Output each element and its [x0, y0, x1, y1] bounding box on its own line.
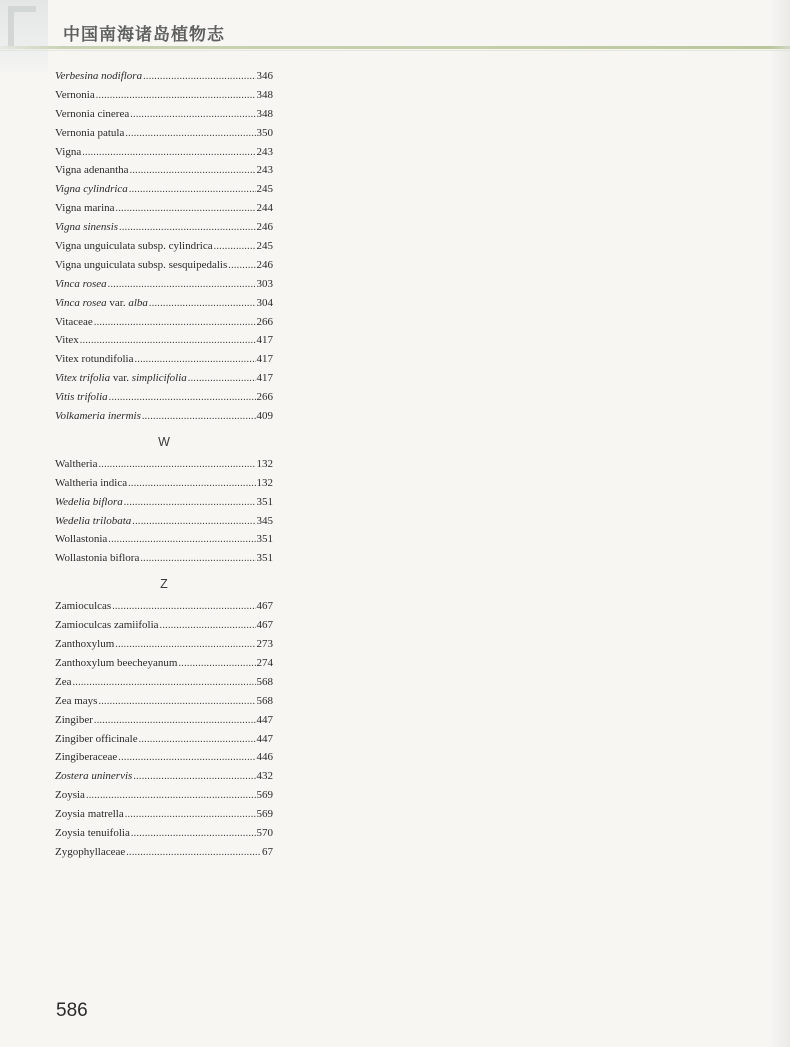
leader-dots: [98, 456, 255, 475]
entry-name-part: Zea mays: [55, 694, 98, 707]
entry-page: 409: [256, 410, 273, 423]
leader-dots: [115, 636, 255, 655]
entry-name: [55, 616, 160, 635]
entry-name: [55, 805, 125, 824]
entry-name-part: Vernonia patula: [55, 126, 125, 139]
entry-page: 245: [256, 240, 273, 253]
index-entry: [55, 616, 273, 635]
entry-name: [55, 86, 96, 105]
index-list: [55, 67, 273, 862]
entry-name-part: var.: [110, 372, 132, 385]
entry-name: [55, 530, 108, 549]
index-entry: [55, 388, 273, 407]
index-entry: [55, 673, 273, 692]
entry-page: 274: [256, 656, 273, 669]
entry-name-part: Vitex trifolia: [55, 372, 111, 385]
leader-dots: [130, 106, 255, 125]
section-letter: Z: [160, 577, 168, 592]
entry-page: 266: [256, 391, 273, 404]
entry-name: [55, 313, 94, 332]
entry-name: [55, 474, 128, 493]
entry-name-part: Vitis trifolia: [55, 391, 108, 404]
entry-page: 568: [256, 675, 273, 688]
index-entry: [55, 275, 273, 294]
index-entry: [55, 493, 273, 512]
entry-name: [55, 711, 94, 730]
leader-dots: [72, 674, 255, 693]
index-entry: [55, 86, 273, 105]
entry-page: 346: [256, 70, 273, 82]
leader-dots: [108, 531, 255, 550]
page-edge-shadow: [770, 0, 790, 1047]
index-entry: [55, 455, 273, 474]
entry-name-part: Wollastonia biflora: [55, 552, 140, 565]
entry-name: [55, 161, 130, 180]
entry-name: [55, 673, 72, 692]
entry-name: [55, 407, 142, 426]
index-entry: [55, 843, 273, 862]
leader-dots: [116, 200, 256, 219]
entry-name-part: Zamioculcas zamiifolia: [55, 619, 159, 632]
entry-page: 244: [256, 202, 273, 215]
index-entry: [55, 597, 273, 616]
entry-page: 303: [256, 277, 273, 290]
index-entry: [55, 199, 273, 218]
entry-page: 246: [256, 258, 273, 271]
entry-name-part: Zingiber: [55, 713, 93, 726]
leader-dots: [129, 181, 256, 200]
entry-name: [55, 256, 228, 275]
index-entry: [55, 767, 273, 786]
entry-page: 67: [262, 845, 273, 858]
entry-name: [55, 748, 118, 767]
index-entry: [55, 105, 273, 124]
leader-dots: [140, 550, 255, 569]
entry-name-part: Wedelia biflora: [55, 495, 123, 508]
index-entry: [55, 692, 273, 711]
header-rule-thin: [0, 50, 790, 51]
entry-name: [55, 843, 126, 862]
index-entry: [55, 711, 273, 730]
entry-name-part: Vigna sinensis: [55, 221, 119, 234]
entry-name-part: Zoysia tenuifolia: [55, 826, 130, 839]
entry-name: [55, 105, 130, 124]
entry-name-part: Zoysia matrella: [55, 808, 124, 821]
entry-page: 304: [256, 296, 273, 309]
leader-dots: [142, 408, 256, 427]
entry-name: [55, 549, 140, 568]
entry-name-part: Vigna: [55, 145, 82, 158]
entry-name-part: Vigna marina: [55, 202, 115, 215]
entry-name-part: Zea: [55, 675, 72, 688]
entry-name-part: Vernonia cinerea: [55, 107, 130, 120]
index-entry: [55, 161, 273, 180]
leader-dots: [160, 617, 256, 636]
leader-dots: [188, 370, 256, 389]
entry-name: [55, 350, 134, 369]
entry-name: [55, 635, 115, 654]
entry-name: [55, 218, 119, 237]
entry-page: 273: [256, 638, 273, 651]
index-entry: [55, 512, 273, 531]
entry-name-part: Waltheria indica: [55, 476, 128, 489]
entry-name-part: Zoysia: [55, 789, 85, 802]
entry-name-part: Vitex rotundifolia: [55, 353, 134, 366]
entry-page: 569: [256, 808, 273, 821]
entry-page: 351: [256, 533, 273, 546]
index-entry: [55, 407, 273, 426]
index-entry: [55, 786, 273, 805]
entry-name: [55, 654, 179, 673]
entry-page: 570: [256, 826, 273, 839]
leader-dots: [98, 693, 255, 712]
index-entry: [55, 369, 273, 388]
leader-dots: [119, 219, 255, 238]
entry-name-part: Zygophyllaceae: [55, 845, 126, 858]
leader-dots: [112, 598, 255, 617]
entry-page: 447: [256, 732, 273, 745]
entry-page: 351: [256, 495, 273, 508]
entry-name-part: var.: [106, 296, 129, 309]
leader-dots: [94, 314, 256, 333]
entry-name-part: Waltheria: [55, 457, 98, 470]
entry-name: [55, 786, 86, 805]
entry-page: 132: [256, 457, 273, 470]
entry-name-part: Vitex: [55, 334, 79, 347]
entry-name: [55, 369, 188, 388]
entry-name-part: simplicifolia: [131, 372, 187, 385]
entry-name: [55, 692, 98, 711]
leader-dots: [82, 144, 255, 163]
entry-page: 266: [256, 315, 273, 328]
leader-dots: [96, 87, 256, 106]
leader-dots: [139, 731, 256, 750]
book-title: 中国南海诸岛植物志: [63, 25, 225, 45]
index-entry: [55, 654, 273, 673]
entry-name: [55, 237, 214, 256]
index-entry: [55, 635, 273, 654]
entry-name: [55, 294, 149, 313]
leader-dots: [214, 238, 256, 257]
leader-dots: [126, 844, 261, 863]
index-entry: [55, 824, 273, 843]
index-entry: [55, 748, 273, 767]
entry-name-part: alba: [128, 296, 148, 309]
index-entry: [55, 805, 273, 824]
leader-dots: [109, 389, 256, 408]
entry-name-part: Vinca rosea: [55, 296, 107, 309]
entry-page: 417: [256, 334, 273, 347]
entry-page: 351: [256, 552, 273, 565]
index-entry: [55, 143, 273, 162]
section-letter: W: [158, 434, 170, 449]
entry-name: [55, 767, 133, 786]
entry-page: 246: [256, 221, 273, 234]
entry-name-part: Zanthoxylum beecheyanum: [55, 656, 178, 669]
entry-page: 568: [256, 694, 273, 707]
entry-page: 446: [256, 751, 273, 764]
entry-name: [55, 67, 143, 86]
entry-name-part: Wedelia trilobata: [55, 514, 132, 527]
index-entry: [55, 256, 273, 275]
entry-name: [55, 124, 125, 143]
index-entry: [55, 474, 273, 493]
entry-name-part: Zostera uninervis: [55, 770, 133, 783]
entry-page: 447: [256, 713, 273, 726]
index-entry: [55, 67, 273, 86]
entry-page: 467: [256, 600, 273, 613]
entry-name-part: Vinca rosea: [55, 277, 107, 290]
index-entry: [55, 530, 273, 549]
entry-page: 350: [256, 126, 273, 139]
index-entry: [55, 124, 273, 143]
entry-page: 243: [256, 145, 273, 158]
index-entry: [55, 331, 273, 350]
leader-dots: [80, 332, 256, 351]
entry-page: 417: [256, 372, 273, 385]
entry-name-part: Vernonia: [55, 88, 95, 101]
entry-name: [55, 199, 116, 218]
entry-page: 569: [256, 789, 273, 802]
index-entry: [55, 180, 273, 199]
leader-dots: [134, 351, 255, 370]
leader-dots: [125, 125, 255, 144]
leader-dots: [118, 749, 255, 768]
leader-dots: [133, 768, 255, 787]
entry-name-part: Vigna unguiculata subsp. sesquipedalis: [55, 258, 228, 271]
entry-page: 467: [256, 619, 273, 632]
page-number: 586: [56, 1000, 88, 1021]
entry-name-part: Verbesina nodiflora: [55, 70, 143, 82]
entry-name-part: Vitaceae: [55, 315, 93, 328]
leader-dots: [94, 712, 256, 731]
corner-decoration: [0, 0, 48, 76]
entry-page: 345: [256, 514, 273, 527]
entry-name: [55, 730, 139, 749]
leader-dots: [149, 295, 256, 314]
entry-name-part: Zingiberaceae: [55, 751, 118, 764]
entry-page: 243: [256, 164, 273, 177]
index-entry: [55, 294, 273, 313]
entry-name-part: Zanthoxylum: [55, 638, 115, 651]
entry-name-part: Zingiber officinale: [55, 732, 138, 745]
leader-dots: [128, 475, 255, 494]
entry-page: 132: [256, 476, 273, 489]
leader-dots: [86, 787, 256, 806]
leader-dots: [125, 806, 256, 825]
entry-page: 245: [256, 183, 273, 196]
index-entry: [55, 350, 273, 369]
entry-name: [55, 180, 129, 199]
leader-dots: [228, 257, 255, 276]
entry-name: [55, 512, 132, 531]
entry-name-part: Vigna unguiculata subsp. cylindrica: [55, 240, 213, 253]
index-entry: [55, 313, 273, 332]
entry-name: [55, 824, 131, 843]
leader-dots: [132, 513, 255, 532]
entry-name-part: Vigna adenantha: [55, 164, 129, 177]
entry-name: [55, 331, 80, 350]
entry-name-part: Wollastonia: [55, 533, 108, 546]
entry-page: 417: [256, 353, 273, 366]
entry-name: [55, 143, 82, 162]
entry-name: [55, 455, 98, 474]
entry-name: [55, 275, 108, 294]
entry-page: 432: [256, 770, 273, 783]
index-entry: [55, 730, 273, 749]
leader-dots: [108, 276, 256, 295]
leader-dots: [130, 162, 256, 181]
entry-page: 348: [256, 107, 273, 120]
leader-dots: [131, 825, 256, 844]
entry-name-part: Vigna cylindrica: [55, 183, 128, 196]
entry-name-part: Zamioculcas: [55, 600, 112, 613]
leader-dots: [124, 494, 256, 513]
index-entry: [55, 549, 273, 568]
entry-name: [55, 493, 124, 512]
header-rule: [0, 46, 790, 49]
index-entry: [55, 218, 273, 237]
index-entry: [55, 237, 273, 256]
leader-dots: [143, 68, 255, 87]
entry-page: 348: [256, 88, 273, 101]
leader-dots: [179, 655, 256, 674]
entry-name: [55, 597, 112, 616]
entry-name-part: Volkameria inermis: [55, 410, 141, 423]
entry-name: [55, 388, 109, 407]
